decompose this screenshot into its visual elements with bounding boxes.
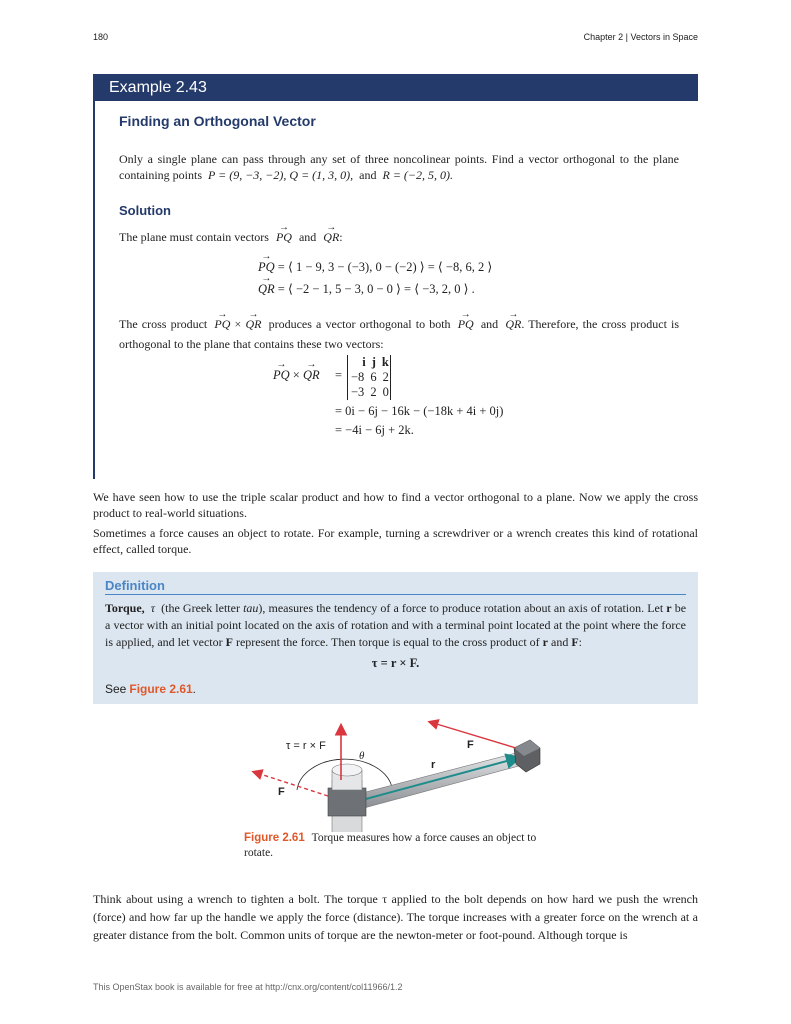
solution-heading: Solution [119,203,171,218]
cross-text-3: . Therefore, the cross product is orthogonal to the plane that contains these two vectors: [119,317,680,351]
and-word: and [298,230,317,244]
torque-figure [240,712,560,832]
figure-caption-label: Figure 2.61 [244,832,305,844]
equals-sign: = [335,368,343,382]
vector-qr: → QR [323,229,339,245]
vector-qr: → QR [303,368,320,383]
force-label-left: F [278,786,285,798]
cross-product-lhs [273,368,320,383]
det-cell: 2 [382,370,389,384]
solution-intro [119,229,679,245]
solution-intro-text: The plane must contain vectors [119,230,269,244]
determinant [347,355,391,400]
tau-word: tau [243,601,259,615]
definition-text-4: represent the force. Then torque is equal to the cross product of [235,635,540,649]
r-symbol: r [542,635,548,649]
tau-symbol: τ [150,601,156,615]
vector-qr: → QR [258,282,275,297]
period: . [192,682,196,696]
theta-label: θ [359,750,365,762]
torque-equation-label: τ = r × F [286,740,326,752]
definition-rule [105,594,686,595]
see-figure-text [105,681,196,697]
det-cell: 2 [370,385,377,399]
example-title: Finding an Orthogonal Vector [119,113,316,129]
footer-text: This OpenStax book is available for free at http://cnx.org/content/col11966/1.2 [93,982,403,992]
definition-text-1: (the Greek letter [161,601,240,615]
figure-link[interactable]: Figure 2.61 [129,682,193,696]
vector-pq: → PQ [276,229,292,245]
det-row [351,385,389,400]
point-q: Q = (1, 3, 0), [289,168,354,182]
det-cell: i [362,355,366,369]
det-cell: −3 [351,385,365,399]
det-cell: j [371,355,376,369]
equation-pq-rhs: = ⟨ 1 − 9, 3 − (−3), 0 − (−2) ⟩ = ⟨ −8, 6, 2 ⟩ [277,260,493,274]
problem-text: Only a single plane can pass through any set of three noncolinear points. Find a vector orthogonal to the plane containing points [119,152,679,182]
times-symbol: × [292,368,300,382]
and-word: and [359,168,377,182]
problem-statement [119,151,679,183]
cross-text-2: produces a vector orthogonal to both [268,317,451,331]
definition-term: Torque, [105,601,145,615]
f-symbol: F [225,635,233,649]
and-word: and [480,317,499,331]
colon: : [339,230,343,244]
closing-paragraph: Think about using a wrench to tighten a bolt. The torque τ applied to the bolt depends on how hard we push the wrench (force) and how far up the handle we apply the force (distance). The torque increases with a greater force on the wrench at a greater distance from the bolt. Common units of torque are the newton-meter or foot-pound. Although torque is [93,892,698,942]
det-row [351,355,389,370]
figure-caption-text: Torque measures how a force causes an object to rotate. [244,832,537,859]
f-symbol: F [571,635,579,649]
cross-text-1: The cross product [119,317,208,331]
example-label: Example 2.43 [93,74,698,101]
and-word: and [551,635,569,649]
r-label: r [431,759,436,771]
vector-qr: → QR [245,314,261,334]
point-p: P = (9, −3, −2), [208,168,287,182]
r-symbol: r [666,601,672,615]
definition-heading: Definition [105,578,165,593]
page-number: 180 [93,32,109,42]
colon: : [578,635,583,649]
det-cell: 0 [382,385,389,399]
point-r: R = (−2, 5, 0). [382,168,454,182]
det-cell: k [381,355,389,369]
det-row [351,370,389,385]
equation-qr-rhs: = ⟨ −2 − 1, 5 − 3, 0 − 0 ⟩ = ⟨ −3, 2, 0 ⟩ . [277,282,475,296]
times-symbol: × [234,317,242,331]
vector-pq: → PQ [273,368,290,383]
see-word: See [105,682,127,696]
figure-caption [244,831,554,861]
vector-pq: → PQ [458,314,474,334]
wrench-illustration [240,712,560,832]
body-paragraph-2: Sometimes a force causes an object to rotate. For example, turning a screwdriver or a wrench creates this kind of rotational effect, called torque. [93,526,698,556]
torque-formula: τ = r × F. [371,656,420,670]
vector-pq: → PQ [258,260,275,275]
force-label-right: F [467,739,474,751]
body-paragraph-1: We have seen how to use the triple scalar product and how to find a vector orthogonal to a plane. Now we apply the cross product to real-world situations. [93,490,698,520]
cross-product-text [119,314,679,354]
determinant-matrix [347,355,391,400]
definition-text-2: ), measures the tendency of a force to produce rotation about an axis of rotation. Let [258,601,664,615]
result-line-1: = 0i − 6j − 16k − (−18k + 4i + 0j) [335,404,504,418]
definition-text [105,600,686,651]
definition-text-3: be a vector with an initial point located on the axis of rotation and with a terminal point located at the point where the force is applied, and let vector [105,601,687,649]
vector-qr: → QR [505,314,521,334]
det-cell: −8 [351,370,365,384]
vector-pq: → PQ [214,314,230,334]
equation-qr [258,281,475,297]
equation-pq [258,259,492,275]
result-line-2: = −4i − 6j + 2k. [335,423,414,437]
det-cell: 6 [370,370,377,384]
chapter-title: Chapter 2 | Vectors in Space [583,32,698,42]
